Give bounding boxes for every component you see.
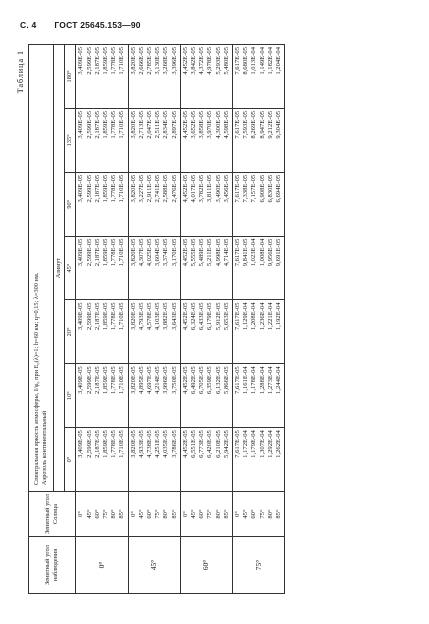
value-cell [76,45,128,109]
radiance-value: 2,741E-05 [154,174,162,203]
sun-angle: 45° [242,509,250,519]
radiance-value: 1,208E-04 [250,302,258,331]
value-cell [76,428,128,492]
radiance-value: 1,859E-05 [102,430,110,458]
page-number: С. 4 [20,20,37,30]
observation-angle: 75° [233,537,285,594]
radiance-value: 6,551E-05 [190,430,198,458]
radiance-value: 5,293E-05 [214,47,222,75]
table-body [76,45,285,594]
radiance-value: 4,452E-05 [181,366,189,394]
observation-angle: 0° [76,537,128,594]
value-cell [233,300,285,364]
azimuth-col-0: 0° [65,428,76,492]
radiance-value: 4,452E-05 [181,110,189,139]
table-row [128,45,180,594]
radiance-value: 2,599E-05 [85,302,93,331]
radiance-value: 6,705E-05 [198,366,206,394]
radiance-value: 2,187E-05 [93,366,101,394]
value-cell [180,45,232,109]
radiance-value: 5,480E-05 [222,47,230,75]
radiance-value: 5,555E-05 [190,238,198,267]
radiance-value: 1,244E-04 [275,366,283,394]
radiance-value: 4,793E-05 [137,302,145,331]
radiance-value: 1,778E-05 [110,110,118,139]
radiance-value: 2,187E-05 [93,238,101,267]
radiance-value: 2,511E-05 [154,110,162,139]
radiance-value: 3,811E-05 [206,174,214,203]
radiance-value: 9,956E-05 [266,238,274,267]
radiance-value: 5,866E-05 [222,366,230,394]
radiance-value: 2,897E-05 [170,110,178,139]
radiance-value: 3,456E-05 [222,174,230,203]
radiance-value: 3,858E-05 [198,110,206,139]
radiance-value: 1,859E-05 [102,174,110,203]
value-cell [180,300,232,364]
sun-angle: 85° [170,509,178,519]
radiance-value: 3,374E-05 [162,238,170,267]
radiance-value: 1,192E-04 [275,302,283,331]
radiance-value: 9,691E-05 [275,238,283,267]
value-cell [128,364,180,428]
radiance-value: 4,035E-05 [162,430,170,458]
radiance-value: 3,170E-05 [170,238,178,267]
radiance-value: 6,132E-05 [214,366,222,394]
sun-angle: 75° [206,509,214,519]
sun-angle: 45° [137,509,145,519]
radiance-value: 3,396E-05 [170,47,178,75]
table-caption [29,45,54,492]
radiance-value: 2,834E-05 [162,110,170,139]
sun-angles-cell [233,492,285,537]
radiance-value: 4,452E-05 [181,174,189,203]
value-cell [128,300,180,364]
azimuth-col-5: 135° [65,108,76,172]
radiance-value: 4,998E-05 [214,238,222,267]
sun-angle: 60° [250,509,258,519]
radiance-value: 3,820E-05 [129,110,137,139]
radiance-value: 3,820E-05 [129,302,137,331]
radiance-value: 1,859E-05 [102,47,110,75]
radiance-value: 7,593E-05 [242,110,250,139]
radiance-value: 3,490E-05 [214,174,222,203]
radiance-value: 2,588E-05 [162,174,170,203]
radiance-value: 1,710E-05 [118,47,126,75]
radiance-value: 1,778E-05 [110,366,118,394]
radiance-value: 3,996E-05 [162,366,170,394]
radiance-value: 1,161E-04 [242,366,250,394]
radiance-value: 8,947E-05 [258,110,266,139]
radiance-value: 2,187E-05 [93,174,101,203]
radiance-value: 1,129E-04 [242,302,250,331]
radiance-value: 3,820E-05 [129,174,137,203]
table-row [233,45,285,594]
radiance-value: 1,179E-04 [250,430,258,458]
radiance-value: 1,778E-05 [110,302,118,331]
radiance-value: 1,859E-05 [102,302,110,331]
radiance-value: 5,211E-05 [206,238,214,267]
value-cell [233,108,285,172]
col-header-observation: Зенитный угол наблюдения [29,537,76,594]
sun-angle: 80° [266,509,274,519]
radiance-value: 3,604E-05 [154,238,162,267]
radiance-value: 4,307E-05 [137,238,145,267]
radiance-value: 2,666E-05 [137,47,145,75]
radiance-value: 2,713E-05 [137,110,145,139]
radiance-value: 1,859E-05 [102,238,110,267]
radiance-value: 7,617E-05 [234,238,242,267]
table-row [180,45,232,594]
azimuth-col-1: 10° [65,364,76,428]
value-cell [180,236,232,300]
radiance-value: 4,598E-05 [222,110,230,139]
value-cell [76,300,128,364]
sun-angle: 45° [85,509,93,519]
radiance-value: 1,204E-04 [275,47,283,75]
azimuth-col-4: 90° [65,172,76,236]
radiance-value: 8,680E-05 [242,47,250,75]
radiance-value: 4,933E-05 [137,430,145,458]
radiance-value: 2,599E-05 [85,110,93,139]
radiance-value: 1,149E-04 [258,47,266,75]
radiance-value: 6,420E-05 [206,430,214,458]
value-cell [180,364,232,428]
radiance-value: 2,599E-05 [85,430,93,458]
sun-angle: 0° [129,511,137,517]
sun-angle: 85° [275,509,283,519]
radiance-value: 1,859E-05 [102,110,110,139]
radiance-value: 1,236E-04 [258,302,266,331]
value-cell [233,236,285,300]
value-cell [128,236,180,300]
radiance-value: 3,268E-05 [162,47,170,75]
value-cell [233,428,285,492]
value-cell [233,172,285,236]
azimuth-col-3: 45° [65,236,76,300]
radiance-value: 4,714E-05 [222,238,230,267]
radiance-value: 1,178E-04 [250,366,258,394]
observation-angle: 45° [128,537,180,594]
radiance-value: 6,492E-05 [190,366,198,394]
radiance-value: 8,269E-05 [250,110,258,139]
radiance-value: 7,617E-05 [234,47,242,75]
observation-angle: 60° [180,537,232,594]
radiance-value: 4,103E-05 [154,302,162,331]
radiance-value: 7,338E-05 [242,174,250,203]
radiance-value: 6,433E-05 [198,302,206,331]
radiance-value: 1,008E-04 [258,238,266,267]
sun-angle: 75° [154,509,162,519]
radiance-value: 5,653E-05 [222,302,230,331]
radiance-value: 1,710E-05 [118,110,126,139]
radiance-value: 2,047E-05 [146,110,154,139]
radiance-value: 2,599E-05 [85,47,93,75]
radiance-value: 1,221E-04 [266,302,274,331]
radiance-value: 4,578E-05 [146,302,154,331]
radiance-value: 2,187E-05 [93,47,101,75]
radiance-value: 9,841E-05 [242,238,250,267]
radiance-value: 3,750E-05 [170,366,178,394]
radiance-value: 5,942E-05 [222,430,230,458]
radiance-value: 4,452E-05 [181,47,189,75]
radiance-value: 3,409E-05 [77,238,85,267]
sun-angle: 0° [77,511,85,517]
radiance-value: 3,409E-05 [77,47,85,75]
radiance-value: 1,288E-04 [258,366,266,394]
radiance-value: 1,172E-04 [242,430,250,458]
radiance-value: 3,842E-05 [190,47,198,75]
radiance-value: 4,978E-05 [206,47,214,75]
radiance-value: 6,210E-05 [214,430,222,458]
value-cell [128,108,180,172]
caption-line-2: Аэрозоль континентальный [41,410,48,485]
radiance-value: 2,911E-05 [146,174,154,203]
radiance-value: 1,859E-05 [102,366,110,394]
value-cell [233,364,285,428]
radiance-value: 2,599E-05 [85,366,93,394]
radiance-value: 5,912E-05 [214,302,222,331]
radiance-value: 3,643E-05 [170,302,178,331]
radiance-value: 4,738E-05 [146,430,154,458]
table-name: Таблица 1 [16,50,25,94]
radiance-value: 2,599E-05 [85,238,93,267]
radiance-value: 1,013E-04 [250,47,258,75]
radiance-value: 3,130E-05 [154,47,162,75]
value-cell [233,45,285,109]
azimuth-header: Азимут [54,45,65,492]
radiance-value: 1,307E-04 [258,430,266,458]
radiance-value: 3,227E-05 [137,174,145,203]
radiance-value: 3,652E-05 [190,110,198,139]
radiance-value: 2,599E-05 [85,174,93,203]
radiance-value: 3,409E-05 [77,174,85,203]
standard-code: ГОСТ 25645.153—90 [54,20,141,30]
radiance-value: 4,300E-05 [214,110,222,139]
sun-angle: 85° [118,509,126,519]
radiance-value: 4,214E-05 [154,366,162,394]
sun-angle: 0° [181,511,189,517]
radiance-value: 6,179E-05 [206,302,214,331]
sun-angle: 45° [190,509,198,519]
radiance-value: 3,786E-05 [170,430,178,458]
radiance-value: 2,476E-05 [170,174,178,203]
radiance-value: 1,182E-04 [266,47,274,75]
value-cell [76,236,128,300]
radiance-value: 4,025E-05 [146,238,154,267]
radiance-value: 4,452E-05 [181,238,189,267]
sun-angles-cell [180,492,232,537]
value-cell [128,172,180,236]
radiance-value: 4,452E-05 [181,302,189,331]
radiance-value: 3,409E-05 [77,110,85,139]
radiance-value: 9,212E-05 [266,110,274,139]
radiance-value: 3,820E-05 [129,430,137,458]
radiance-value: 4,017E-05 [190,174,198,203]
value-cell [180,428,232,492]
radiance-value: 7,617E-05 [234,302,242,331]
radiance-value: 6,773E-05 [198,430,206,458]
radiance-value: 3,409E-05 [77,366,85,394]
radiance-value: 9,304E-05 [275,110,283,139]
table-row [76,45,128,594]
radiance-value: 1,710E-05 [118,302,126,331]
radiance-value: 2,187E-05 [93,302,101,331]
radiance-value: 1,710E-05 [118,238,126,267]
radiance-value: 6,694E-05 [275,174,283,203]
value-cell [76,108,128,172]
data-table [28,44,285,594]
radiance-value: 1,262E-04 [275,430,283,458]
caption-line-1: Спектральная яркость атмосферы, I/φ₀ при E₀(λ)=1; h=60 км; q=0,15; λ=300 нм. [32,272,40,485]
radiance-value: 3,820E-05 [129,366,137,394]
radiance-value: 4,895E-05 [137,366,145,394]
value-cell [128,428,180,492]
radiance-value: 7,617E-05 [234,366,242,394]
radiance-value: 2,785E-05 [146,47,154,75]
radiance-value: 6,359E-05 [206,366,214,394]
sun-angles-cell [128,492,180,537]
rotated-table-area [16,44,414,594]
radiance-value: 1,778E-05 [110,238,118,267]
value-cell [76,364,128,428]
page-header [20,20,415,30]
sun-angle: 80° [162,509,170,519]
radiance-value: 1,778E-05 [110,47,118,75]
radiance-value: 7,617E-05 [234,110,242,139]
radiance-value: 4,372E-05 [198,47,206,75]
radiance-value: 3,820E-05 [129,47,137,75]
sun-angle: 80° [214,509,222,519]
value-cell [180,172,232,236]
radiance-value: 3,820E-05 [129,238,137,267]
radiance-value: 3,409E-05 [77,302,85,331]
radiance-value: 3,782E-05 [198,174,206,203]
azimuth-col-2: 20° [65,300,76,364]
value-cell [76,172,128,236]
radiance-value: 7,617E-05 [234,174,242,203]
sun-angle: 75° [258,509,266,519]
radiance-value: 6,830E-05 [266,174,274,203]
radiance-value: 1,710E-05 [118,366,126,394]
radiance-value: 1,273E-04 [266,366,274,394]
radiance-value: 6,324E-05 [190,302,198,331]
value-cell [128,45,180,109]
radiance-value: 1,292E-04 [266,430,274,458]
radiance-value: 3,409E-05 [77,430,85,458]
sun-angles-cell [76,492,128,537]
radiance-value: 2,187E-05 [93,430,101,458]
value-cell [180,108,232,172]
sun-angle: 75° [102,509,110,519]
radiance-value: 1,710E-05 [118,430,126,458]
radiance-value: 4,697E-05 [146,366,154,394]
radiance-value: 4,452E-05 [181,430,189,458]
radiance-value: 1,710E-05 [118,174,126,203]
radiance-value: 1,023E-04 [250,238,258,267]
radiance-value: 3,970E-05 [206,110,214,139]
radiance-value: 1,778E-05 [110,430,118,458]
radiance-value: 1,778E-05 [110,174,118,203]
sun-angle: 80° [110,509,118,519]
sun-angle: 60° [93,509,101,519]
sun-angle: 60° [146,509,154,519]
sun-angle: 0° [234,511,242,517]
azimuth-col-6: 180° [65,45,76,109]
sun-angle: 85° [222,509,230,519]
sun-angle: 60° [198,509,206,519]
radiance-value: 6,908E-05 [258,174,266,203]
col-header-sun: Зенитный угол Солнца [29,492,76,537]
radiance-value: 4,251E-05 [154,430,162,458]
radiance-value: 3,882E-05 [162,302,170,331]
radiance-value: 7,617E-05 [234,430,242,458]
radiance-value: 5,489E-05 [198,238,206,267]
radiance-value: 2,187E-05 [93,110,101,139]
radiance-value: 7,157E-05 [250,174,258,203]
